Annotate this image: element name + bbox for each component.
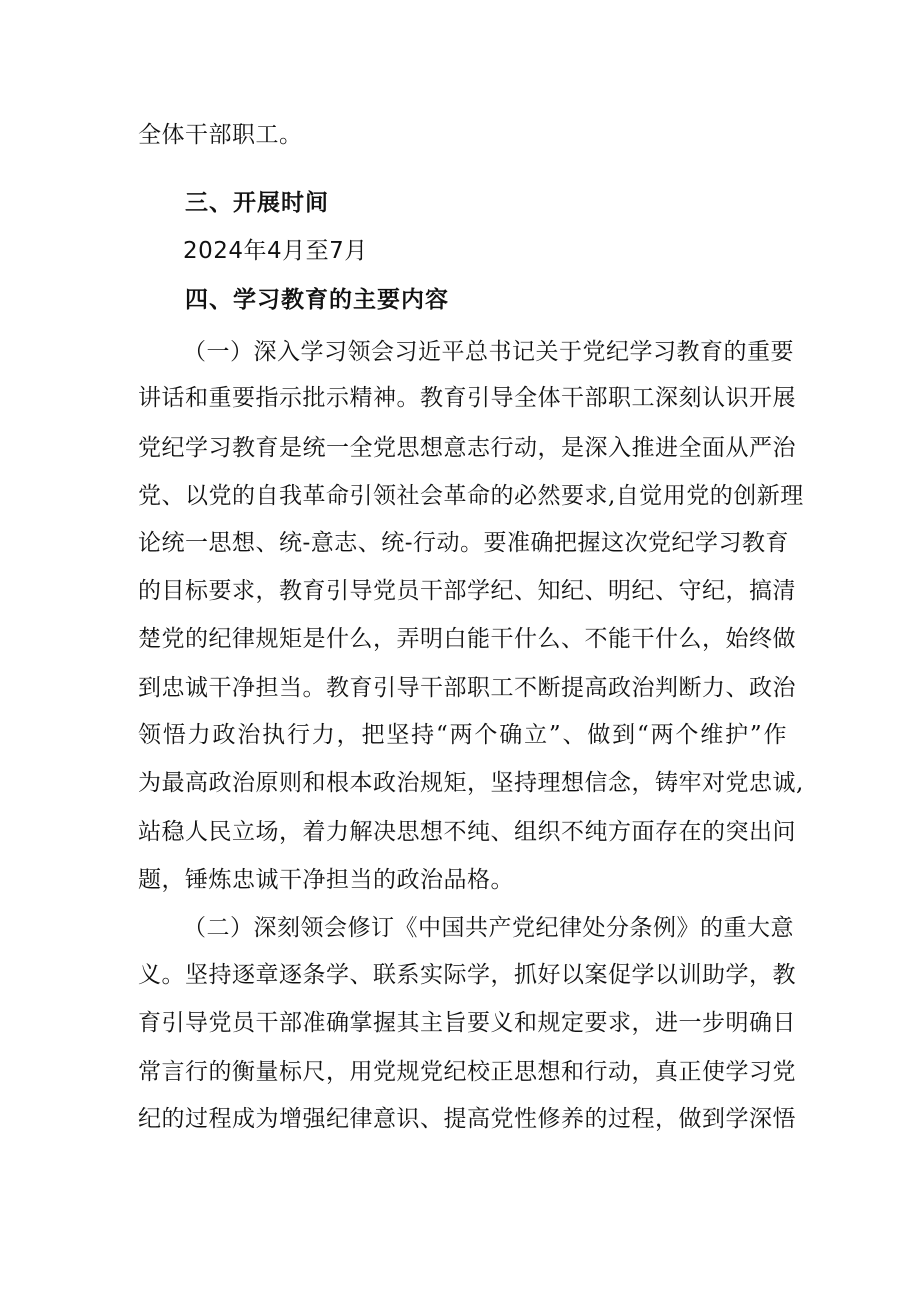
paragraph-line: 为最高政治原则和根本政治规矩，坚持理想信念，铸牢对党忠诚, bbox=[138, 770, 804, 796]
paragraph-line: 到忠诚干净担当。教育引导干部职工不断提高政治判断力、政治 bbox=[138, 675, 796, 701]
paragraph-line: 义。坚持逐章逐条学、联系实际学，抓好以案促学以训助学，教 bbox=[138, 962, 796, 988]
paragraph-line: 纪的过程成为增强纪律意识、提高党性修养的过程，做到学深悟 bbox=[138, 1106, 796, 1132]
paragraph-line: 育引导党员干部准确掌握其主旨要义和规定要求，进一步明确日 bbox=[138, 1010, 796, 1036]
paragraph-line: 站稳人民立场，着力解决思想不纯、组织不纯方面存在的突出问 bbox=[138, 819, 796, 845]
paragraph-line: （一）深入学习领会习近平总书记关于党纪学习教育的重要 bbox=[183, 339, 794, 365]
paragraph-line: 党、以党的自我革命引领社会革命的必然要求,自觉用党的创新理 bbox=[138, 483, 804, 509]
section-4-heading: 四、学习教育的主要内容 bbox=[185, 287, 449, 313]
section-3-date: 2024年4月至7月 bbox=[183, 238, 368, 264]
paragraph-line: 党纪学习教育是统一全党思想意志行动，是深入推进全面从严治 bbox=[138, 435, 796, 461]
paragraph-line: 的目标要求，教育引导党员干部学纪、知纪、明纪、守纪，搞清 bbox=[138, 578, 796, 604]
paragraph-line: 楚党的纪律规矩是什么，弄明白能干什么、不能干什么，始终做 bbox=[138, 626, 796, 652]
section-3-heading: 三、开展时间 bbox=[185, 190, 329, 216]
intro-line: 全体干部职工。 bbox=[138, 122, 303, 148]
paragraph-line: 领悟力政治执行力，把坚持“两个确立”、做到“两个维护”作 bbox=[138, 722, 787, 748]
paragraph-line: 题，锤炼忠诚干净担当的政治品格。 bbox=[138, 867, 514, 893]
paragraph-line: 讲话和重要指示批示精神。教育引导全体干部职工深刻认识开展 bbox=[138, 385, 796, 411]
paragraph-line: （二）深刻领会修订《中国共产党纪律处分条例》的重大意 bbox=[183, 915, 794, 941]
paragraph-line: 常言行的衡量标尺，用党规党纪校正思想和行动，真正使学习党 bbox=[138, 1059, 796, 1085]
paragraph-line: 论统一思想、统-意志、统-行动。要准确把握这次党纪学习教育 bbox=[138, 530, 790, 556]
